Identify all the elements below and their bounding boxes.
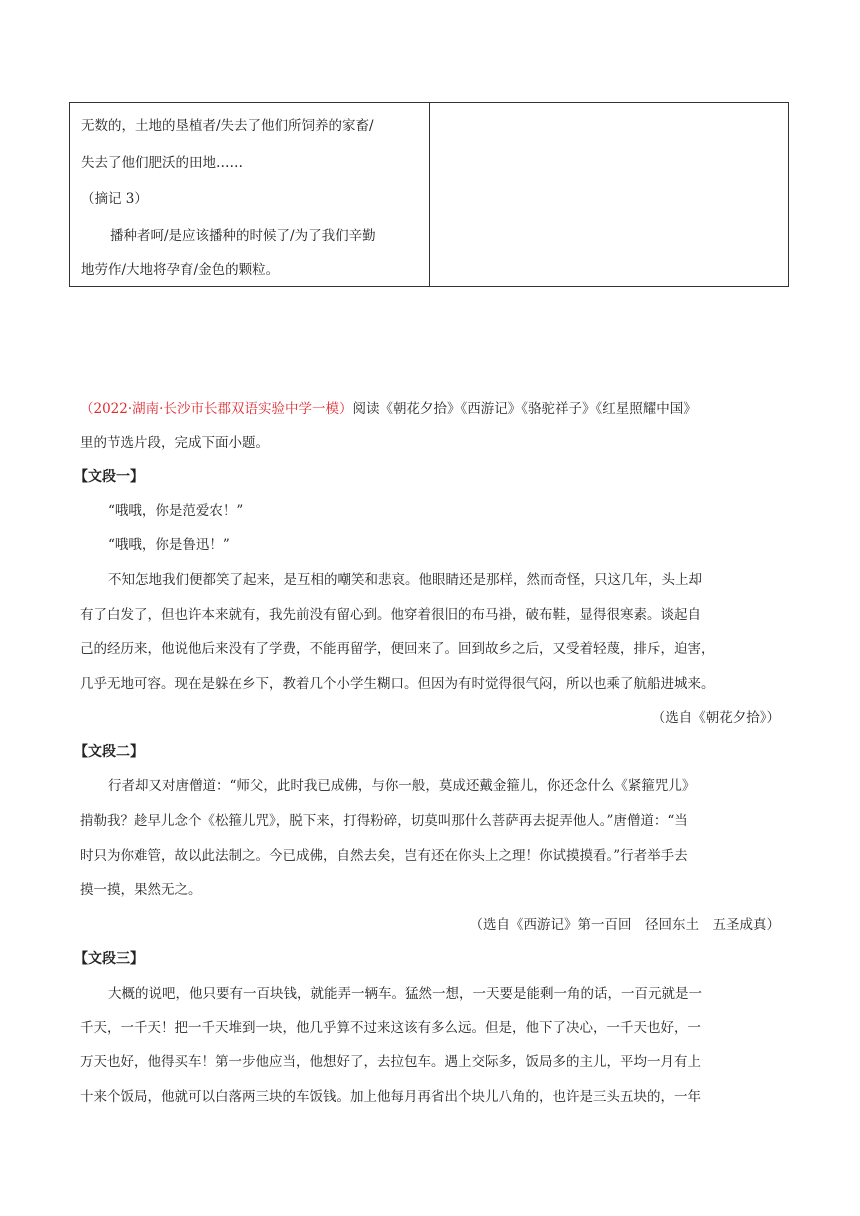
passage2-heading: 【文段二】 xyxy=(74,744,144,760)
question-source: （2022·湖南·长沙市长郡双语实验中学一模） xyxy=(80,401,353,417)
question-intro-text: 阅读《朝花夕拾》《西游记》《骆驼祥子》《红星照耀中国》 xyxy=(352,401,697,417)
passage1-citation: （选自《朝花夕拾》） xyxy=(651,710,780,726)
table-line: 地劳作/大地将孕育/金色的颗粒。 xyxy=(81,262,280,278)
passage2-line: 行者却又对唐僧道：“师父，此时我已成佛，与你一般，莫成还戴金箍儿，你还念什么《紧箍咒儿》 xyxy=(108,778,696,794)
passage1-line: 有了白发了，但也许本来就有，我先前没有留心到。他穿着很旧的布马褂，破布鞋，显得很寒素。谈起自 xyxy=(80,607,701,623)
question-intro-line2: 里的节选片段，完成下面小题。 xyxy=(80,435,269,451)
passage3-line: 万天也好，他得买车！第一步他应当，他想好了，去拉包车。遇上交际多，饭局多的主儿，平均一月有上 xyxy=(80,1054,701,1070)
passage3-line: 十来个饭局，他就可以白落两三块的车饭钱。加上他每月再省出个块儿八角的，也许是三头五块的，一年 xyxy=(80,1089,701,1105)
table-line: 播种者呵/是应该播种的时候了/为了我们辛勤 xyxy=(110,228,376,244)
passage2-line: 时只为你难管，故以此法制之。今已成佛，自然去矣，岂有还在你头上之理！你试摸摸看。”行者举手去 xyxy=(80,848,688,864)
passage1-line: “哦哦，你是鲁迅！” xyxy=(108,537,230,553)
passage3-heading: 【文段三】 xyxy=(74,951,144,967)
passage1-heading: 【文段一】 xyxy=(74,469,144,485)
passage1-line: 己的经历来，他说他后来没有了学费，不能再留学，便回来了。回到故乡之后，又受着轻蔑，排斥，迫害， xyxy=(80,641,715,657)
passage1-line: 不知怎地我们便都笑了起来，是互相的嘲笑和悲哀。他眼睛还是那样，然而奇怪，只这几年，头上却 xyxy=(108,572,702,588)
passage1-line: “哦哦，你是范爱农！” xyxy=(108,503,244,519)
table-right-cell xyxy=(430,103,788,286)
passage2-line: 掯勒我？趁早儿念个《松箍儿咒》，脱下来，打得粉碎，切莫叫那什么菩萨再去捉弄他人。”唐僧道：“当 xyxy=(80,813,688,829)
passage1-line: 几乎无地可容。现在是躲在乡下，教着几个小学生糊口。但因为有时觉得很气闷，所以也乘了航船进城来。 xyxy=(80,676,715,692)
passage2-citation: （选自《西游记》第一百回 径回东土 五圣成真） xyxy=(469,917,780,933)
question-intro xyxy=(80,400,697,419)
table-line: 无数的，土地的垦植者/失去了他们所饲养的家畜/ xyxy=(81,118,374,134)
passage3-line: 大概的说吧，他只要有一百块钱，就能弄一辆车。猛然一想，一天要是能剩一角的话，一百元就是一 xyxy=(108,986,702,1002)
table-line: （摘记 3） xyxy=(81,191,148,207)
passage3-line: 千天，一千天！把一千天堆到一块，他几乎算不过来这该有多么远。但是，他下了决心，一千天也好，一 xyxy=(80,1020,701,1036)
table-line: 失去了他们肥沃的田地…… xyxy=(81,155,243,171)
passage2-line: 摸一摸，果然无之。 xyxy=(80,882,202,898)
